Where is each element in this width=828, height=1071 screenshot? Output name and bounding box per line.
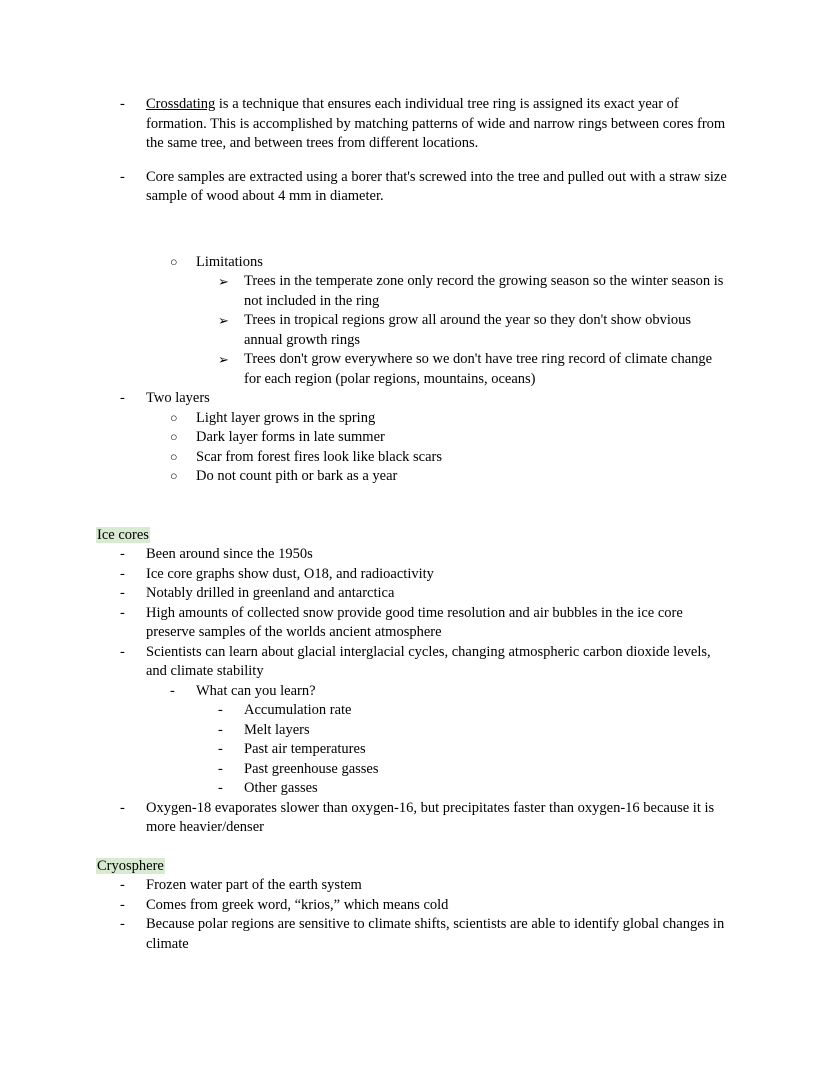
list-item [96,428,728,448]
dash-bullet-icon: - [120,168,125,185]
circle-bullet-icon: ○ [170,449,178,464]
dash-bullet-icon: - [120,916,125,932]
dash-bullet-icon: - [120,96,125,112]
list-item-text: Been around since the 1950s [146,546,313,562]
list-item-text: Dark layer forms in late summer [196,429,385,445]
dash-bullet-icon: - [120,604,125,621]
list-item-text: High amounts of collected snow provide good time resolution and air bubbles in the ice core preserve samples of the worlds ancient atmosphere [146,604,683,640]
list-item-text: Scientists can learn about glacial interglacial cycles, changing atmospheric carbon dioxide levels, and climate stability [146,643,711,679]
list-item-text: Crossdating is a technique that ensures each individual tree ring is assigned its exact year of formation. This is accomplished by matching patterns of wide and narrow rings between cores from the same tree, and between trees from different locations. [146,96,726,151]
list-item [96,311,728,350]
list-item [96,168,728,207]
arrow-bullet-icon: ➢ [218,274,229,289]
arrow-bullet-icon: ➢ [218,313,229,328]
arrow-bullet-icon: ➢ [218,352,229,367]
list-item [96,740,728,760]
dash-bullet-icon: - [120,585,125,601]
list-item [96,799,728,838]
list-item-text: Because polar regions are sensitive to climate shifts, scientists are able to identify global changes in climate [146,916,725,952]
heading-text: Ice cores [97,526,149,543]
circle-bullet-icon: ○ [170,254,178,269]
dash-bullet-icon: - [218,760,223,777]
list-item [96,876,728,896]
list-item-text: Oxygen-18 evaporates slower than oxygen-16, but precipitates faster than oxygen-16 because it is more heavier/denser [146,799,715,835]
dash-bullet-icon: - [170,682,175,699]
list-item-text: Trees don't grow everywhere so we don't have tree ring record of climate change for each region (polar regions, mountains, oceans) [244,351,713,387]
dash-bullet-icon: - [120,643,125,660]
dash-bullet-icon: - [120,390,125,406]
list-item [96,448,728,468]
list-item-text: Frozen water part of the earth system [146,877,362,893]
list-item [96,760,728,780]
list-item-text: Accumulation rate [244,702,352,718]
list-item [96,545,728,565]
document-body [96,95,728,954]
list-item-text: Core samples are extracted using a borer that's screwed into the tree and pulled out with a straw size sample of wood about 4 mm in diameter. [146,168,727,204]
list-item-text: Ice core graphs show dust, O18, and radioactivity [146,565,434,582]
list-item [96,721,728,741]
list-item [96,95,728,154]
list-item-text: Limitations [196,253,263,270]
list-item [96,389,728,409]
list-item [96,253,728,273]
list-item [96,896,728,916]
circle-bullet-icon: ○ [170,469,178,483]
list-item [96,584,728,604]
list-item [96,350,728,389]
section-heading [96,857,728,877]
list-item [96,272,728,311]
dash-bullet-icon: - [120,565,125,582]
dash-bullet-icon: - [120,896,125,913]
list-item-text: Trees in tropical regions grow all around the year so they don't show obvious annual growth rings [244,312,692,348]
list-item-text: Comes from greek word, “krios,” which means cold [146,896,449,913]
list-item [96,409,728,429]
dash-bullet-icon: - [218,721,223,738]
underlined-text: Crossdating [146,96,216,112]
heading-text: Cryosphere [97,857,164,874]
list-item-text: Past greenhouse gasses [244,760,379,777]
list-item [96,701,728,721]
list-item-text: Scar from forest fires look like black scars [196,448,443,465]
list-item-text: Do not count pith or bark as a year [196,468,398,484]
circle-bullet-icon: ○ [170,430,178,444]
dash-bullet-icon: - [120,877,125,893]
list-item-text: Past air temperatures [244,741,366,757]
dash-bullet-icon: - [120,799,125,816]
list-item-text: Notably drilled in greenland and antarctica [146,585,395,601]
list-item-text: Trees in the temperate zone only record the growing season so the winter season is not included in the ring [244,273,724,309]
dash-bullet-icon: - [120,546,125,562]
dash-bullet-icon: - [218,702,223,718]
list-item [96,467,728,487]
section-heading [96,526,728,546]
circle-bullet-icon: ○ [170,410,178,425]
list-item-text: Melt layers [244,721,310,738]
list-item-text: What can you learn? [196,682,316,699]
list-item-text: Two layers [146,390,210,406]
dash-bullet-icon: - [218,780,223,796]
list-item [96,604,728,643]
dash-bullet-icon: - [218,741,223,757]
list-item [96,565,728,585]
list-item-text: Light layer grows in the spring [196,409,376,426]
list-item [96,915,728,954]
list-item-text: Other gasses [244,780,318,796]
list-item [96,643,728,682]
list-item [96,779,728,799]
list-item [96,682,728,702]
